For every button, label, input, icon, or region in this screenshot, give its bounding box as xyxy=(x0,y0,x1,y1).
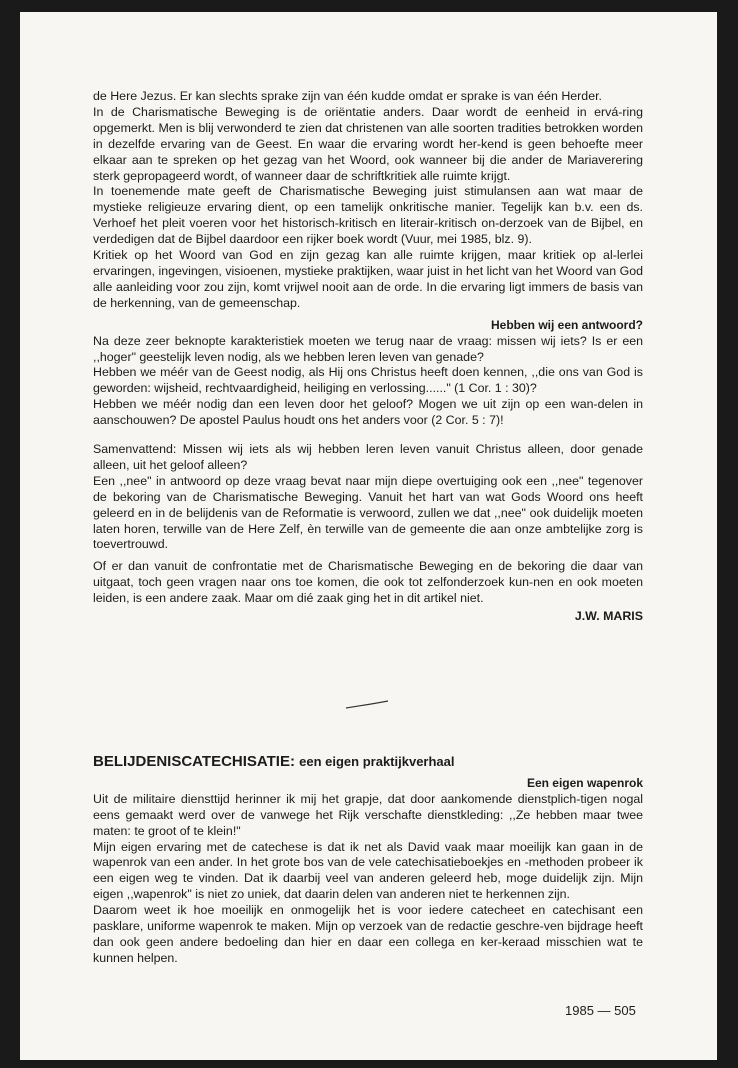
paragraph: Een ,,nee" in antwoord op deze vraag bevat naar mijn diepe overtuiging ook een ,,nee" tegenover de bekoring van de Charismatische Beweging. Vanuit het hart van wat Gods Woord ons heeft geleerd en in de belijdenis van de Reformatie is verwoord, zullen we dat ,,nee" ook duidelijk moeten laten horen, terwille van de Here Zelf, èn terwille van de gemeente die aan onze ambtelijke zorg is toevertrouwd. xyxy=(93,473,643,552)
subheading: Een eigen wapenrok xyxy=(526,775,643,790)
paragraph: Mijn eigen ervaring met de catechese is dat ik net als David vaak maar moeilijk kan gaan in de wapenrok van een ander. In het grote bos van de vele catechisatieboekjes en -methoden probeer ik een eigen weg te vinden. Dat ik daarbij veel van anderen geleerd heb, moge duidelijk zijn. Mijn eigen ,,wapenrok" is niet zo uniek, dat daarin delen van anderen niet te herkennen zijn. xyxy=(93,839,643,902)
paragraph: In de Charismatische Beweging is de oriëntatie anders. Daar wordt de eenheid in ervá-ring opgemerkt. Men is blij verwonderd te zien dat christenen van alle soorten tradities betrokken worden in dezelfde ervaring van de Geest. En waar die ervaring wordt her-kend is geen behoefte meer elkaar aan te spreken op het gezag van het Woord, ook wanneer bij die ander de Mariaverering sterk gepropageerd wordt, of wanneer daar de schriftkritiek alle ruimte krijgt. xyxy=(93,104,643,183)
paragraph: Uit de militaire diensttijd herinner ik mij het grapje, dat door aankomende dienstplich-tigen nogal eens gemaakt werd over de vanwege het Rijk verschafte dienstkleding: ,,Ze hebben maar twee maten: te groot of te klein!" xyxy=(93,791,643,838)
paragraph: In toenemende mate geeft de Charismatische Beweging juist stimulansen aan wat maar de mystieke religieuze ervaring dient, op een tamelijk onkritische manier. Tegelijk kan b.v. een ds. Verhoef het pleit voeren voor het historisch-kritisch en literair-kritisch on-derzoek van de Bijbel, en verdedigen dat de Bijbel daardoor een rijker boek wordt (Vuur, mei 1985, blz. 9). xyxy=(93,184,643,247)
paragraph: Kritiek op het Woord van God en zijn gezag kan alle ruimte krijgen, maar kritiek op al-lerlei ervaringen, ingevingen, visioenen, mystieke praktijken, waar juist in het licht van het Woord van God alle aanleiding voor zou zijn, komt vrijwel nooit aan de orde. In die ervaring ligt immers de basis van de herkenning, van de gemeenschap. xyxy=(93,248,643,310)
paragraph: Of er dan vanuit de confrontatie met de Charismatische Beweging en de bekoring die daar van uitgaat, toch geen vragen naar ons toe komen, die ook tot zelfonderzoek kun-nen en ook moeten leiden, is een andere zaak. Maar om dié zaak ging het in dit artikel niet. xyxy=(93,559,643,606)
paragraph: de Here Jezus. Er kan slechts sprake zijn van één kudde omdat er sprake is van één Herder. xyxy=(93,89,602,103)
section-catechisatie xyxy=(93,754,643,967)
paragraph: Hebben we méér van de Geest nodig, als Hij ons Christus heeft doen kennen, ,,die ons van God is geworden: wijsheid, rechtvaardigheid, heiliging en verlossing......" (1 Cor. 1 : 30)? xyxy=(93,365,643,396)
article-body xyxy=(93,89,643,625)
paragraph: Samenvattend: Missen wij iets als wij hebben leren leven vanuit Christus alleen, door genade alleen, uit het geloof alleen? xyxy=(93,442,643,472)
paragraph: Hebben we méér nodig dan een leven door het geloof? Mogen we uit zijn op een wan-delen in aanschouwen? De apostel Paulus houdt ons het anders voor (2 Cor. 5 : 7)! xyxy=(93,397,643,428)
paragraph: Na deze zeer beknopte karakteristiek moeten we terug naar de vraag: missen wij iets? Is er een ,,hoger" geestelijk leven nodig, als we hebben leren leven van genade? xyxy=(93,333,643,364)
subheading: Hebben wij een antwoord? xyxy=(490,317,643,332)
page-number: 1985 — 505 xyxy=(565,1003,636,1018)
author-signature: J.W. MARIS xyxy=(574,609,643,624)
divider-flourish xyxy=(344,700,390,710)
section-title: BELIJDENISCATECHISATIE: een eigen praktijkverhaal xyxy=(93,753,455,770)
paragraph: Daarom weet ik hoe moeilijk en onmogelijk het is voor iedere catecheet en catechisant een pasklare, uniforme wapenrok te maken. Mijn op verzoek van de redactie geschre-ven bijdrage heeft dan ook geen andere bedoeling dan hier en daar een collega en ker-keraad misschien wat te kunnen helpen. xyxy=(93,903,643,965)
document-page xyxy=(20,12,717,1060)
